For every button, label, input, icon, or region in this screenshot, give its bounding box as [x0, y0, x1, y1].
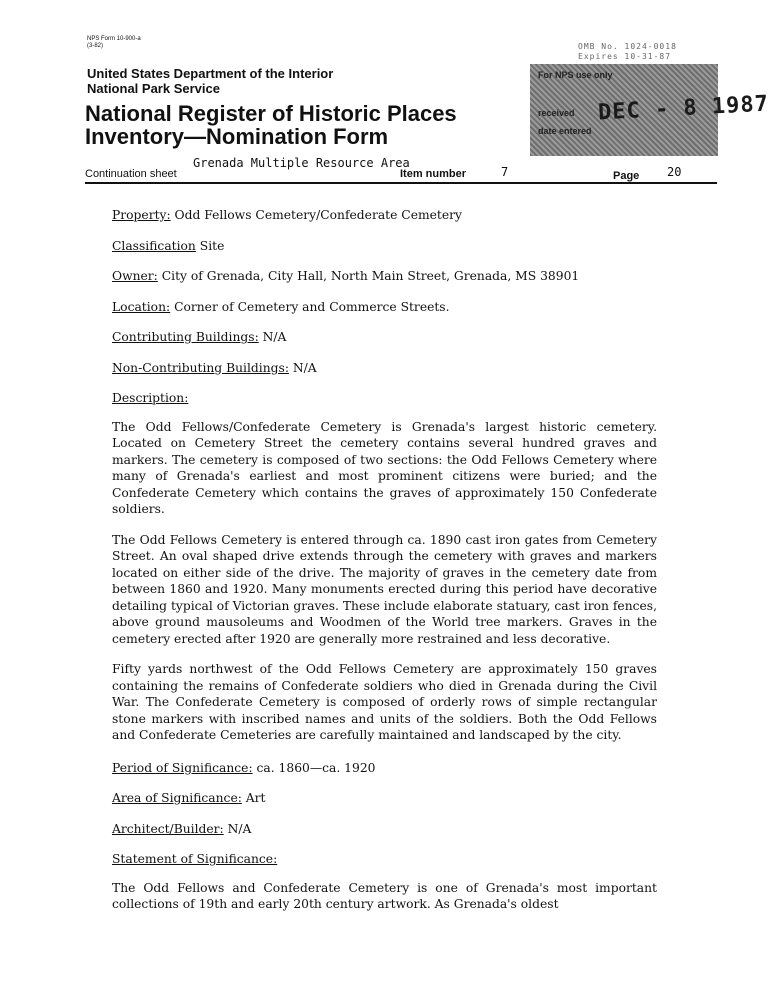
statement-heading-row	[112, 849, 657, 869]
stamp-received-date: DEC - 8 1987	[597, 91, 770, 126]
location-field	[112, 297, 657, 317]
area-of-significance-label: Area of Significance:	[112, 791, 242, 805]
owner-value: City of Grenada, City Hall, North Main Street, Grenada, MS 38901	[161, 269, 580, 283]
form-title-line2: Inventory—Nomination Form	[85, 124, 389, 149]
description-heading-row	[112, 388, 657, 408]
document-body	[112, 205, 657, 927]
classification-label: Classification	[112, 238, 196, 253]
form-title-line1: National Register of Historic Places	[85, 101, 457, 126]
description-heading: Description:	[112, 391, 189, 405]
property-label: Property:	[112, 208, 171, 222]
architect-value: N/A	[227, 821, 252, 836]
classification-value: Site	[199, 238, 225, 253]
noncontributing-buildings-label: Non-Contributing Buildings:	[112, 360, 289, 375]
form-code	[87, 36, 141, 50]
period-label: Period of Significance:	[112, 760, 253, 775]
contributing-buildings-field	[112, 327, 657, 347]
description-paragraph-2: The Odd Fellows Cemetery is entered through ca. 1890 cast iron gates from Cemetery Street. An oval shaped drive extends through the cemetery with graves and markers located on either side of the drive. The majority of graves in the cemetery date from between 1860 and 1920. Many monuments erected during this period have decorative detailing typical of Victorian graves. These include elaborate statuary, cast iron fences, above ground mausoleums and Woodmen of the World tree markers. Graves in the cemetery erected after 1920 are generally more restrained and less decorative.	[112, 532, 657, 646]
owner-field	[112, 266, 657, 286]
area-of-significance-field	[112, 788, 657, 808]
description-paragraph-3: Fifty yards northwest of the Odd Fellows Cemetery are approximately 150 graves containing the remains of Confederate soldiers who died in Grenada during the Civil War. The Confederate Cemetery is composed of orderly rows of simple rectangular stone markers with inscribed names and units of the soldiers. Both the Odd Fellows and Confederate Cemeteries are carefully maintained and landscaped by the city.	[112, 662, 657, 742]
omb-expiry: Expires 10-31-87	[578, 52, 672, 61]
form-number: NPS Form 10-900-a	[87, 36, 141, 42]
noncontributing-buildings-value: N/A	[292, 360, 317, 375]
service-name: National Park Service	[87, 81, 220, 96]
contributing-buildings-value: N/A	[262, 330, 287, 344]
statement-paragraph-1: The Odd Fellows and Confederate Cemetery is one of Grenada's most important collections of 19th and early 20th century artwork. As Grenada's oldest	[112, 880, 657, 911]
description-paragraph-1: The Odd Fellows/Confederate Cemetery is Grenada's largest historic cemetery. Located on Cemetery Street the cemetery contains several hundred graves and markers. The cemetery is composed of two sections: the Odd Fellows Cemetery where many of Grenada's earliest and most prominent citizens were buried; and the Confederate Cemetery which contains the graves of approximately 150 Confederate soldiers.	[112, 419, 657, 516]
omb-block	[578, 42, 677, 62]
statement-heading: Statement of Significance:	[112, 852, 278, 866]
stamp-label-date-entered: date entered	[538, 126, 592, 136]
contributing-buildings-label: Contributing Buildings:	[112, 330, 259, 344]
area-of-significance-value: Art	[245, 791, 266, 805]
item-number-label: Item number	[400, 168, 467, 180]
property-field	[112, 205, 657, 225]
architect-field	[112, 819, 657, 839]
period-value: ca. 1860—ca. 1920	[256, 760, 376, 775]
classification-field	[112, 236, 657, 256]
stamp-label-received: received	[538, 108, 575, 118]
omb-number: OMB No. 1024-0018	[578, 42, 677, 51]
page-number-value: 20	[667, 165, 682, 179]
department-name: United States Department of the Interior	[87, 66, 334, 81]
noncontributing-buildings-field	[112, 358, 657, 378]
architect-label: Architect/Builder:	[112, 821, 224, 836]
property-value: Odd Fellows Cemetery/Confederate Cemetery	[174, 208, 462, 222]
location-label: Location:	[112, 299, 171, 314]
location-value: Corner of Cemetery and Commerce Streets.	[174, 299, 450, 314]
owner-label: Owner:	[112, 269, 158, 283]
period-field	[112, 758, 657, 778]
page-label: Page	[613, 170, 640, 182]
stamp-label-nps-use: For NPS use only	[538, 70, 613, 80]
form-date: (3-82)	[87, 43, 104, 49]
resource-area-name: Grenada Multiple Resource Area	[193, 156, 410, 170]
continuation-sheet-label: Continuation sheet	[85, 168, 177, 180]
header-rule	[85, 182, 717, 184]
item-number-value: 7	[501, 165, 509, 179]
nps-use-stamp	[530, 64, 770, 156]
